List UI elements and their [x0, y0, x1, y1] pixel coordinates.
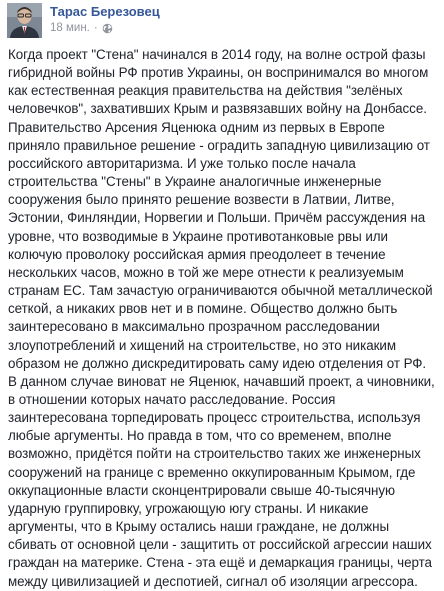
author-name-link[interactable]: Тарас Березовец [50, 4, 160, 19]
meta-separator: · [93, 22, 98, 34]
author-block [50, 4, 160, 36]
post-text: Когда проект "Стена" начинался в 2014 году, на волне острой фазы гибридной войны РФ против Украины, он воспринимался во многом как естественная реакция правительства на действия "зелёных человечков", захвативших Крым и развязавших войну на Донбассе. Правительство Арсения Яценюка одним из первых в Европе приняло правильное решение - оградить западную цивилизацию от российского авторитаризма. И уже только после начала строительства "Стены" в Украине аналогичные инженерные сооружения было принято решение возвести в Латвии, Литве, Эстонии, Финляндии, Норвегии и Польши. Причём рассуждения на уровне, что возводимые в Украине противотанковые рвы или колючую проволоку российская армия преодолеет в течение нескольких часов, можно в той же мере отнести к реализуемым странам ЕС. Там зачастую ограничиваются обычной металлической сеткой, а никаких рвов нет и в помине. Общество должно быть заинтересовано в максимально прозрачном расследовании злоупотреблений и хищений на строительстве, но это никаким образом не должно дискредитировать саму идею отделения от РФ. В данном случае виноват не Яценюк, начавший проект, а чиновники, в отношении которых начато расследование. Россия заинтересована торпедировать процесс строительства, используя любые аргументы. Но правда в том, что со временем, вполне возможно, придётся пойти на строительство таких же инженерных сооружений на границе с временно оккупированным Крымом, где оккупационные власти сконцентрировали свыше 40-тысячную ударную группировку, угрожающую югу страны. И никакие аргументы, что в Крыму остались наши граждане, не должны сбивать от основной цели - защитить от российской агрессии наших граждан на материке. Стена - эта ещё и демаркация границы, черта между цивилизацией и деспотией, сигнал об изоляции агрессора. [8, 47, 435, 589]
post-timestamp[interactable]: 18 мин. [50, 22, 90, 34]
post-meta [50, 21, 160, 36]
globe-icon[interactable] [102, 23, 113, 34]
avatar-photo [7, 3, 42, 38]
post-header [7, 3, 438, 41]
avatar[interactable] [7, 3, 42, 38]
